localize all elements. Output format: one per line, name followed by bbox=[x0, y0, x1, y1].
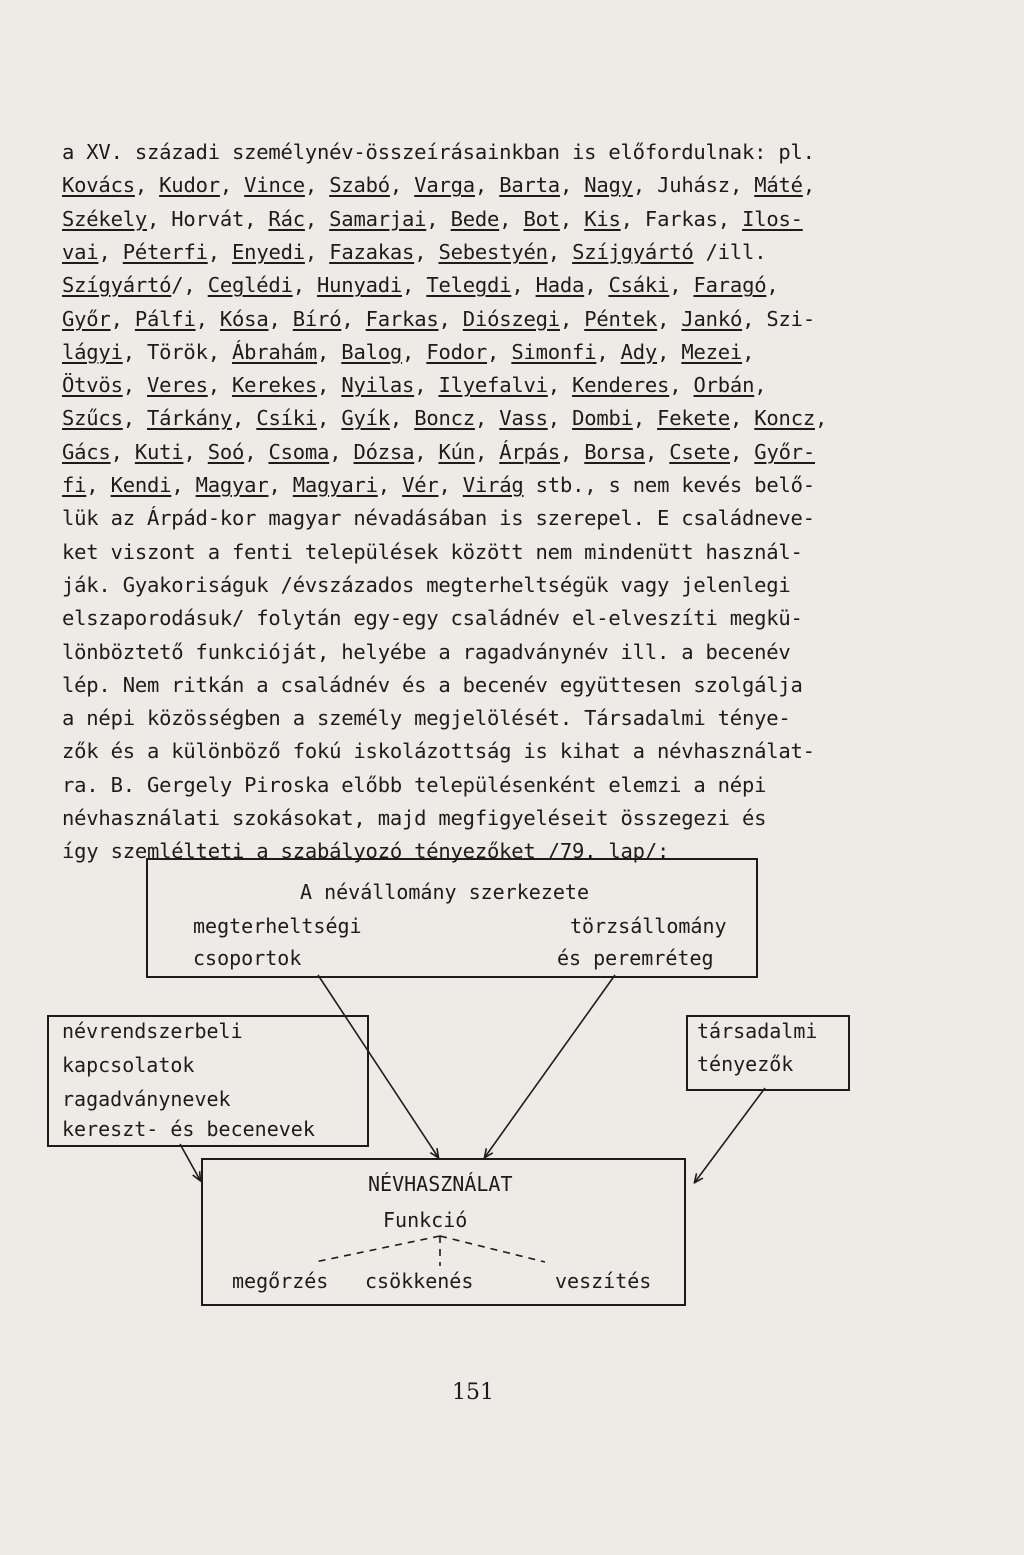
underlined-name: Mezei bbox=[681, 339, 743, 364]
underlined-name: Virág bbox=[462, 473, 524, 497]
underlined-name: Szabó bbox=[329, 173, 390, 198]
dash-function-to-item-1 bbox=[315, 1236, 440, 1262]
underlined-name: Rác bbox=[268, 206, 305, 231]
text-segment: , bbox=[632, 406, 658, 431]
text-segment: lük az Árpád-kor magyar névadásában is szerepel. E családneve- bbox=[62, 506, 815, 531]
text-segment: , bbox=[377, 473, 403, 497]
underlined-name: Kún bbox=[438, 439, 475, 464]
text-segment: , bbox=[122, 373, 148, 398]
text-segment: , bbox=[317, 373, 342, 398]
top-box-left-2: csoportok bbox=[193, 946, 302, 970]
underlined-name: Kovács bbox=[62, 173, 135, 198]
underlined-name: Ábrahám bbox=[232, 339, 317, 364]
text-segment: , bbox=[559, 206, 585, 231]
underlined-name: Kuti bbox=[134, 439, 184, 464]
underlined-name: Bede bbox=[450, 206, 500, 231]
underlined-name: Kis bbox=[584, 206, 621, 231]
underlined-name: Dózsa bbox=[353, 439, 415, 464]
text-segment: , bbox=[341, 306, 366, 331]
text-segment: , bbox=[669, 373, 694, 398]
text-segment: , bbox=[742, 339, 755, 364]
underlined-name: Tárkány bbox=[147, 406, 233, 431]
text-segment: , bbox=[814, 406, 828, 431]
text-segment: , bbox=[754, 373, 767, 398]
text-segment: névhasználati szokásokat, majd megfigyeléseit összegezi és bbox=[62, 806, 767, 830]
underlined-name: Ilyefalvi bbox=[438, 373, 548, 398]
text-segment: , bbox=[402, 273, 427, 298]
text-segment: , bbox=[499, 206, 524, 231]
left-box-line-3: ragadványnevek bbox=[62, 1087, 231, 1111]
text-segment: , bbox=[304, 173, 330, 198]
underlined-name: Barta bbox=[499, 173, 560, 198]
underlined-name: Telegdi bbox=[426, 273, 512, 298]
text-segment: elszaporodásuk/ folytán egy-egy családnév el-elveszíti megkü- bbox=[62, 606, 803, 631]
top-box-right-1: törzsállomány bbox=[570, 914, 727, 938]
underlined-name: Győr bbox=[62, 306, 111, 331]
text-segment: így szemlélteti a szabályozó tényezőket /79. lap/: bbox=[62, 839, 670, 864]
text-segment: , bbox=[389, 173, 415, 198]
text-segment: , bbox=[438, 473, 463, 497]
underlined-name: Soó bbox=[207, 439, 245, 464]
underlined-name: Jankó bbox=[681, 306, 743, 331]
text-segment: , bbox=[304, 239, 330, 264]
underlined-name: lágyi bbox=[62, 339, 123, 364]
right-box-line-1: társadalmi bbox=[697, 1019, 818, 1043]
text-segment: , bbox=[559, 173, 585, 198]
text-segment: , bbox=[98, 239, 123, 264]
text-segment: , bbox=[244, 439, 269, 464]
text-segment: ket viszont a fenti települések között nem mindenütt használ- bbox=[62, 539, 803, 564]
underlined-name: Bíró bbox=[292, 306, 342, 331]
left-box-line-4: kereszt- és becenevek bbox=[62, 1117, 315, 1141]
underlined-name: Bot bbox=[523, 206, 560, 231]
underlined-name: Fodor bbox=[426, 339, 488, 364]
right-box-line-2: tényezők bbox=[697, 1052, 794, 1076]
text-segment: , Farkas, bbox=[620, 206, 743, 231]
dash-function-to-item-3 bbox=[440, 1236, 545, 1262]
underlined-name: Csete bbox=[669, 439, 730, 464]
text-segment: , bbox=[559, 439, 585, 464]
text-segment: , bbox=[547, 373, 573, 398]
text-segment: , bbox=[292, 273, 318, 298]
text-segment: , bbox=[86, 473, 111, 497]
underlined-name: Farkas bbox=[365, 306, 439, 331]
underlined-name: Sebestyén bbox=[438, 239, 548, 264]
underlined-name: Kendi bbox=[110, 473, 172, 497]
arrow-right-to-bottom bbox=[695, 1088, 765, 1182]
underlined-name: Árpás bbox=[499, 439, 560, 464]
text-segment: , bbox=[171, 473, 196, 497]
underlined-name: Péntek bbox=[584, 306, 658, 331]
text-segment: , bbox=[644, 439, 670, 464]
text-segment: , bbox=[304, 206, 330, 231]
text-segment: stb., s nem kevés belő- bbox=[523, 473, 815, 497]
bottom-box-function: Funkció bbox=[383, 1208, 468, 1232]
text-segment: , bbox=[596, 339, 621, 364]
underlined-name: Nagy bbox=[584, 173, 633, 198]
bottom-box-item-1: megőrzés bbox=[232, 1269, 329, 1293]
top-box-left-1: megterheltségi bbox=[193, 914, 362, 938]
underlined-name: Varga bbox=[414, 173, 475, 198]
underlined-name: Ilos- bbox=[742, 206, 803, 231]
text-segment: , bbox=[487, 339, 512, 364]
top-box-right-2: és peremréteg bbox=[557, 946, 714, 970]
underlined-name: Vince bbox=[244, 173, 305, 198]
underlined-name: Samarjai bbox=[329, 206, 427, 231]
underlined-name: Csíki bbox=[256, 406, 318, 431]
text-segment: , bbox=[474, 173, 500, 198]
text-segment: ják. Gyakoriságuk /évszázados megterheltségük vagy jelenlegi bbox=[62, 572, 791, 597]
text-segment: , bbox=[317, 406, 342, 431]
text-segment: , bbox=[389, 406, 415, 431]
text-segment: , bbox=[766, 273, 779, 298]
text-segment: a XV. századi személynév-összeírásainkban is előfordulnak: pl. bbox=[62, 140, 815, 164]
underlined-name: Magyari bbox=[292, 473, 378, 497]
text-segment: , Juhász, bbox=[632, 173, 755, 198]
text-segment: /ill. bbox=[693, 239, 767, 264]
text-segment: , bbox=[438, 306, 463, 331]
text-segment: , bbox=[511, 273, 536, 298]
text-segment: , bbox=[134, 173, 160, 198]
underlined-name: Balog bbox=[341, 339, 403, 364]
underlined-name: vai bbox=[62, 239, 99, 264]
text-segment: , bbox=[547, 406, 573, 431]
underlined-name: Hada bbox=[535, 273, 585, 298]
text-segment: , bbox=[584, 273, 609, 298]
text-segment: , bbox=[414, 373, 439, 398]
text-segment: , bbox=[195, 306, 220, 331]
underlined-name: Péterfi bbox=[122, 239, 208, 264]
top-box-title: A névállomány szerkezete bbox=[300, 880, 589, 904]
text-segment: , bbox=[730, 439, 755, 464]
underlined-name: Veres bbox=[147, 373, 208, 398]
text-segment: , Szi- bbox=[742, 306, 815, 331]
text-segment: a népi közösségben a személy megjelölését. Társadalmi ténye- bbox=[62, 706, 791, 731]
text-segment: , bbox=[268, 473, 293, 497]
text-segment: lép. Nem ritkán a családnév és a becenév együttesen szolgálja bbox=[62, 672, 803, 697]
text-segment: , bbox=[426, 206, 451, 231]
arrow-left-to-bottom bbox=[180, 1144, 200, 1180]
underlined-name: Szígyártó bbox=[62, 273, 172, 298]
text-segment: , bbox=[329, 439, 354, 464]
underlined-name: Csáki bbox=[608, 273, 670, 298]
underlined-name: Kósa bbox=[219, 306, 269, 331]
text-segment: , bbox=[268, 306, 293, 331]
underlined-name: Dombi bbox=[572, 406, 633, 431]
left-box-line-2: kapcsolatok bbox=[62, 1053, 195, 1077]
underlined-name: Fazakas bbox=[329, 239, 415, 264]
underlined-name: Győr- bbox=[754, 439, 816, 464]
text-segment: ra. B. Gergely Piroska előbb településenként elemzi a népi bbox=[62, 772, 767, 797]
underlined-name: Gyík bbox=[341, 406, 390, 431]
bottom-box-item-2: csökkenés bbox=[365, 1269, 474, 1293]
text-segment: , bbox=[802, 173, 815, 198]
underlined-name: Faragó bbox=[693, 273, 767, 298]
underlined-name: Ötvös bbox=[62, 373, 123, 398]
bottom-box-title: NÉVHASZNÁLAT bbox=[368, 1172, 513, 1196]
underlined-name: Nyilas bbox=[341, 373, 415, 398]
page-number: 151 bbox=[452, 1380, 494, 1405]
underlined-name: Szíjgyártó bbox=[572, 239, 694, 264]
underlined-name: Kerekes bbox=[232, 373, 318, 398]
text-segment: , bbox=[474, 439, 500, 464]
underlined-name: Borsa bbox=[584, 439, 645, 464]
text-segment: , bbox=[657, 306, 682, 331]
text-segment: , bbox=[657, 339, 682, 364]
text-segment: , bbox=[232, 406, 257, 431]
underlined-name: Kudor bbox=[159, 173, 220, 198]
underlined-name: Pálfi bbox=[134, 306, 196, 331]
text-segment: , bbox=[207, 373, 233, 398]
text-segment: /, bbox=[171, 273, 208, 298]
text-segment: , Horvát, bbox=[147, 206, 269, 231]
text-segment: , bbox=[219, 173, 245, 198]
underlined-name: Máté bbox=[754, 173, 803, 198]
text-segment: , bbox=[402, 339, 427, 364]
text-segment: , bbox=[110, 439, 135, 464]
underlined-name: Ady bbox=[620, 339, 658, 364]
bottom-box-item-3: veszítés bbox=[555, 1269, 652, 1293]
text-segment: , bbox=[474, 406, 500, 431]
underlined-name: Gács bbox=[62, 439, 111, 464]
text-segment: zők és a különböző fokú iskolázottság is kihat a névhasználat- bbox=[62, 739, 815, 764]
text-segment: , Török, bbox=[122, 339, 232, 364]
arrow-top-right-to-bottom bbox=[485, 975, 615, 1157]
underlined-name: Csoma bbox=[268, 439, 330, 464]
underlined-name: Diószegi bbox=[462, 306, 560, 331]
underlined-name: Enyedi bbox=[232, 239, 305, 264]
text-segment: , bbox=[729, 406, 755, 431]
underlined-name: Kenderes bbox=[572, 373, 670, 398]
underlined-name: Vér bbox=[402, 473, 439, 497]
underlined-name: Koncz bbox=[754, 406, 815, 431]
text-segment: , bbox=[669, 273, 694, 298]
underlined-name: Orbán bbox=[693, 373, 755, 398]
text-segment: , bbox=[414, 239, 439, 264]
text-segment: , bbox=[317, 339, 342, 364]
underlined-name: Simonfi bbox=[511, 339, 597, 364]
underlined-name: Ceglédi bbox=[207, 273, 293, 298]
left-box-line-1: névrendszerbeli bbox=[62, 1019, 243, 1043]
underlined-name: Vass bbox=[499, 406, 548, 431]
text-segment: , bbox=[414, 439, 439, 464]
underlined-name: Hunyadi bbox=[317, 273, 403, 298]
underlined-name: fi bbox=[62, 473, 87, 497]
text-segment: , bbox=[559, 306, 585, 331]
text-segment: , bbox=[110, 306, 135, 331]
underlined-name: Székely bbox=[62, 206, 147, 231]
text-segment: , bbox=[547, 239, 573, 264]
text-segment: , bbox=[183, 439, 208, 464]
arrow-top-left-to-bottom bbox=[318, 975, 438, 1157]
underlined-name: Magyar bbox=[195, 473, 269, 497]
underlined-name: Szűcs bbox=[62, 406, 123, 431]
text-segment: , bbox=[207, 239, 233, 264]
underlined-name: Fekete bbox=[657, 406, 730, 431]
text-segment: , bbox=[122, 406, 148, 431]
underlined-name: Boncz bbox=[414, 406, 475, 431]
text-segment: lönböztető funkcióját, helyébe a ragadványnév ill. a becenév bbox=[62, 639, 791, 664]
